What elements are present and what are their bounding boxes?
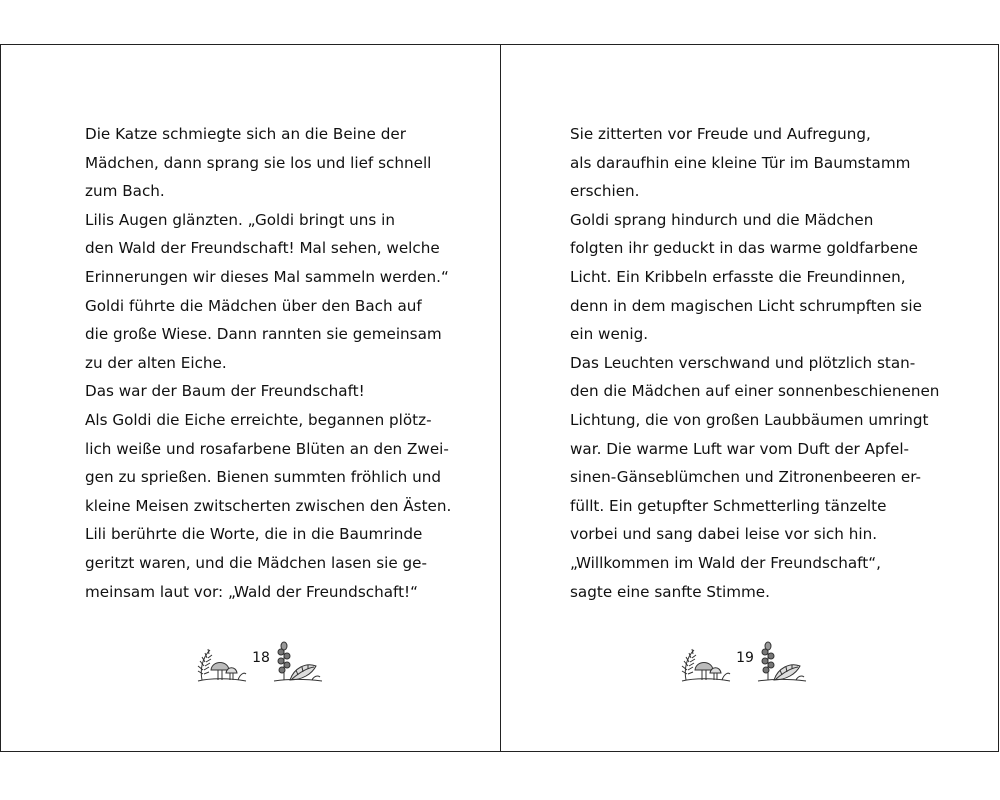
text-line: Goldi führte die Mädchen über den Bach auf bbox=[85, 296, 422, 315]
text-line: die große Wiese. Dann rannten sie gemeinsam bbox=[85, 325, 442, 344]
text-line: Sie zitterten vor Freude und Aufregung, bbox=[570, 125, 871, 143]
text-line: geritzt waren, und die Mädchen lasen sie ge- bbox=[85, 553, 428, 572]
page-folio-right bbox=[680, 638, 810, 684]
fern-mushroom-icon bbox=[196, 640, 248, 689]
text-line: „Willkommen im Wald der Freundschaft“, bbox=[570, 553, 881, 572]
book-gutter bbox=[500, 44, 501, 752]
left-page-text bbox=[85, 120, 452, 606]
text-line: zu der alten Eiche. bbox=[85, 353, 227, 372]
text-line: den die Mädchen auf einer sonnenbeschienenen bbox=[570, 382, 940, 401]
text-line: als daraufhin eine kleine Tür im Baumstamm bbox=[570, 153, 911, 172]
text-line: Mädchen, dann sprang sie los und lief schnell bbox=[85, 153, 432, 172]
text-line: Das Leuchten verschwand und plötzlich stan- bbox=[570, 353, 916, 372]
foxglove-leaf-icon bbox=[756, 638, 808, 689]
text-line: meinsam laut vor: „Wald der Freundschaft!“ bbox=[85, 582, 419, 601]
text-line: füllt. Ein getupfter Schmetterling tänzelte bbox=[570, 496, 887, 515]
text-line: Licht. Ein Kribbeln erfasste die Freundinnen, bbox=[570, 267, 906, 286]
page-folio-left bbox=[196, 638, 326, 684]
text-line: Lilis Augen glänzten. „Goldi bringt uns in bbox=[85, 210, 395, 229]
foxglove-leaf-icon bbox=[272, 638, 324, 689]
page-number: 18 bbox=[252, 650, 270, 666]
text-line: ein wenig. bbox=[570, 325, 649, 344]
text-line: erschien. bbox=[570, 182, 640, 201]
text-line: kleine Meisen zwitscherten zwischen den Ästen. bbox=[85, 496, 452, 515]
text-line: vorbei und sang dabei leise vor sich hin. bbox=[570, 525, 878, 544]
text-line: war. Die warme Luft war vom Duft der Apfel- bbox=[570, 439, 910, 458]
text-line: Lili berührte die Worte, die in die Baumrinde bbox=[85, 525, 423, 544]
text-line: gen zu sprießen. Bienen summten fröhlich und bbox=[85, 468, 442, 487]
text-line: denn in dem magischen Licht schrumpften sie bbox=[570, 296, 922, 315]
text-line: Goldi sprang hindurch und die Mädchen bbox=[570, 210, 874, 229]
text-line: den Wald der Freundschaft! Mal sehen, welche bbox=[85, 239, 440, 258]
text-line: zum Bach. bbox=[85, 182, 165, 201]
text-line: Das war der Baum der Freundschaft! bbox=[85, 382, 365, 401]
text-line: Lichtung, die von großen Laubbäumen umringt bbox=[570, 410, 929, 429]
right-page-text bbox=[570, 120, 940, 606]
text-line: Die Katze schmiegte sich an die Beine der bbox=[85, 125, 406, 143]
text-line: Erinnerungen wir dieses Mal sammeln werden.“ bbox=[85, 267, 449, 286]
text-line: Als Goldi die Eiche erreichte, begannen plötz- bbox=[85, 410, 432, 429]
page-number: 19 bbox=[736, 650, 754, 666]
text-line: sinen-Gänseblümchen und Zitronenbeeren er- bbox=[570, 468, 922, 487]
text-line: sagte eine sanfte Stimme. bbox=[570, 582, 770, 601]
fern-mushroom-icon bbox=[680, 640, 732, 689]
text-line: lich weiße und rosafarbene Blüten an den Zwei- bbox=[85, 439, 449, 458]
text-line: folgten ihr geduckt in das warme goldfarbene bbox=[570, 239, 919, 258]
